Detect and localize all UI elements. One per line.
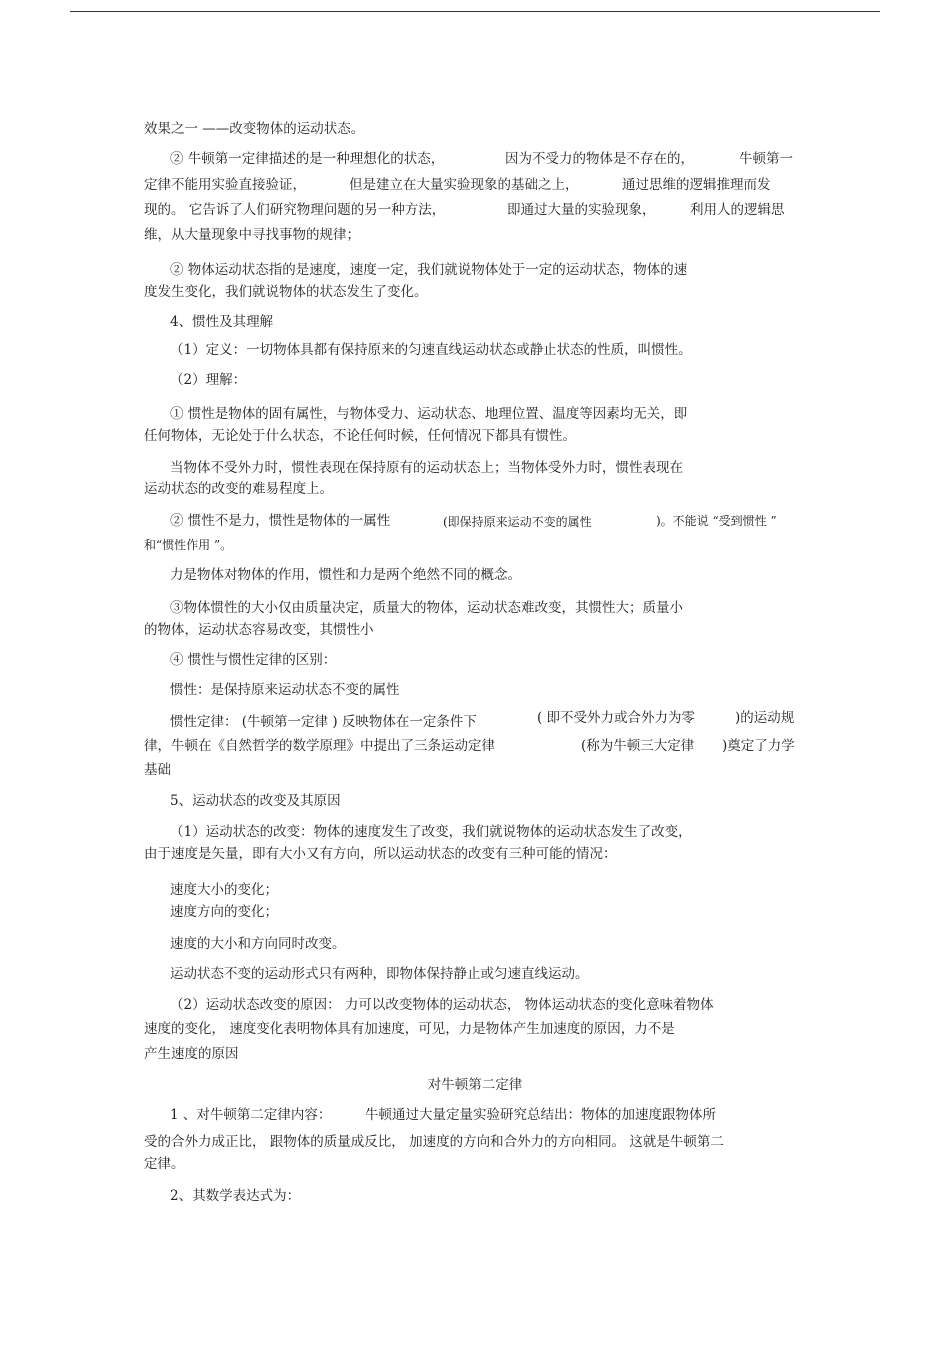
text-line: )奠定了力学 [722, 738, 795, 754]
text-line: ② 牛顿第一定律描述的是一种理想化的状态， [170, 151, 445, 167]
text-line: 即通过大量的实验现象， [507, 202, 656, 218]
text-line: (即保持原来运动不变的属性 [443, 515, 592, 529]
text-line: 力是物体对物体的作用，惯性和力是两个绝然不同的概念。 [170, 567, 521, 583]
list-item: 速度的大小和方向同时改变。 [170, 936, 346, 952]
text-line: 因为不受力的物体是不存在的， [505, 151, 694, 167]
list-item: 速度大小的变化； [170, 882, 278, 898]
text-line: ② 惯性不是力，惯性是物体的一属性 [170, 513, 391, 529]
text-line: ( 即不受外力或合外力为零 [537, 710, 696, 726]
text-line: 运动状态的改变的难易程度上。 [144, 481, 333, 497]
text-line: 效果之一 ——改变物体的运动状态。 [144, 121, 365, 137]
text-line: 由于速度是矢量，即有大小又有方向，所以运动状态的改变有三种可能的情况： [144, 846, 617, 862]
section-heading: 5、运动状态的改变及其原因 [170, 793, 341, 809]
list-item: 速度方向的变化； [170, 904, 278, 920]
text-line: 运动状态不变的运动形式只有两种，即物体保持静止或匀速直线运动。 [170, 966, 589, 982]
text-line: 但是建立在大量实验现象的基础之上， [349, 177, 579, 193]
text-line: 通过思维的逻辑推理而发 [622, 177, 771, 193]
text-line: 度发生变化，我们就说物体的状态发生了变化。 [144, 284, 428, 300]
text-line: 牛顿第一 [739, 151, 793, 167]
text-line: 的物体，运动状态容易改变，其惯性小 [144, 622, 374, 638]
text-line: 和“惯性作用 ”。 [144, 538, 233, 552]
text-line: 利用人的逻辑思 [690, 202, 785, 218]
text-line: ④ 惯性与惯性定律的区别： [170, 652, 337, 668]
section-title: 对牛顿第二定律 [427, 1077, 523, 1093]
text-line: 定律不能用实验直接验证， [144, 177, 306, 193]
text-line: (称为牛顿三大定律 [581, 738, 695, 754]
text-line: )。不能说 “受到惯性 ” [656, 514, 777, 528]
text-line: ② 物体运动状态指的是速度，速度一定，我们就说物体处于一定的运动状态，物体的速 [170, 262, 688, 278]
text-line: 产生速度的原因 [144, 1046, 239, 1062]
text-line: 惯性：是保持原来运动状态不变的属性 [170, 682, 400, 698]
text-line: 当物体不受外力时，惯性表现在保持原有的运动状态上；当物体受外力时，惯性表现在 [170, 460, 683, 476]
text-line: 律，牛顿在《自然哲学的数学原理》中提出了三条运动定律 [144, 738, 495, 754]
text-line: 2、其数学表达式为： [170, 1188, 301, 1204]
text-line: 惯性定律： (牛顿第一定律 ) 反映物体在一定条件下 [170, 714, 477, 730]
text-line: （1）定义：一切物体具都有保持原来的匀速直线运动状态或静止状态的性质，叫惯性。 [170, 342, 692, 358]
text-line: 维，从大量现象中寻找事物的规律； [144, 227, 360, 243]
text-line: 现的。 它告诉了人们研究物理问题的另一种方法， [144, 202, 446, 218]
header-rule [70, 11, 880, 12]
text-line: 定律。 [144, 1156, 185, 1172]
section-heading: 4、惯性及其理解 [170, 314, 274, 330]
text-line: （2）理解： [170, 372, 247, 388]
text-line: ① 惯性是物体的固有属性，与物体受力、运动状态、地理位置、温度等因素均无关，即 [170, 406, 688, 422]
text-line: 1 、对牛顿第二定律内容： [170, 1107, 332, 1123]
text-line: )的运动规 [735, 710, 795, 726]
text-line: 任何物体，无论处于什么状态，不论任何时候，任何情况下都具有惯性。 [144, 428, 576, 444]
text-line: ③物体惯性的大小仅由质量决定，质量大的物体，运动状态难改变，其惯性大；质量小 [170, 600, 683, 616]
text-line: 受的合外力成正比， 跟物体的质量成反比， 加速度的方向和合外力的方向相同。 这就是牛顿第二 [144, 1134, 724, 1150]
text-line: 速度的变化， 速度变化表明物体具有加速度，可见，力是物体产生加速度的原因，力不是 [144, 1021, 675, 1037]
text-line: 牛顿通过大量定量实验研究总结出：物体的加速度跟物体所 [365, 1107, 716, 1123]
text-line: 基础 [144, 762, 171, 778]
text-line: （1）运动状态的改变：物体的速度发生了改变，我们就说物体的运动状态发生了改变， [170, 824, 692, 840]
text-line: （2）运动状态改变的原因： 力可以改变物体的运动状态， 物体运动状态的变化意味着物体 [170, 997, 714, 1013]
